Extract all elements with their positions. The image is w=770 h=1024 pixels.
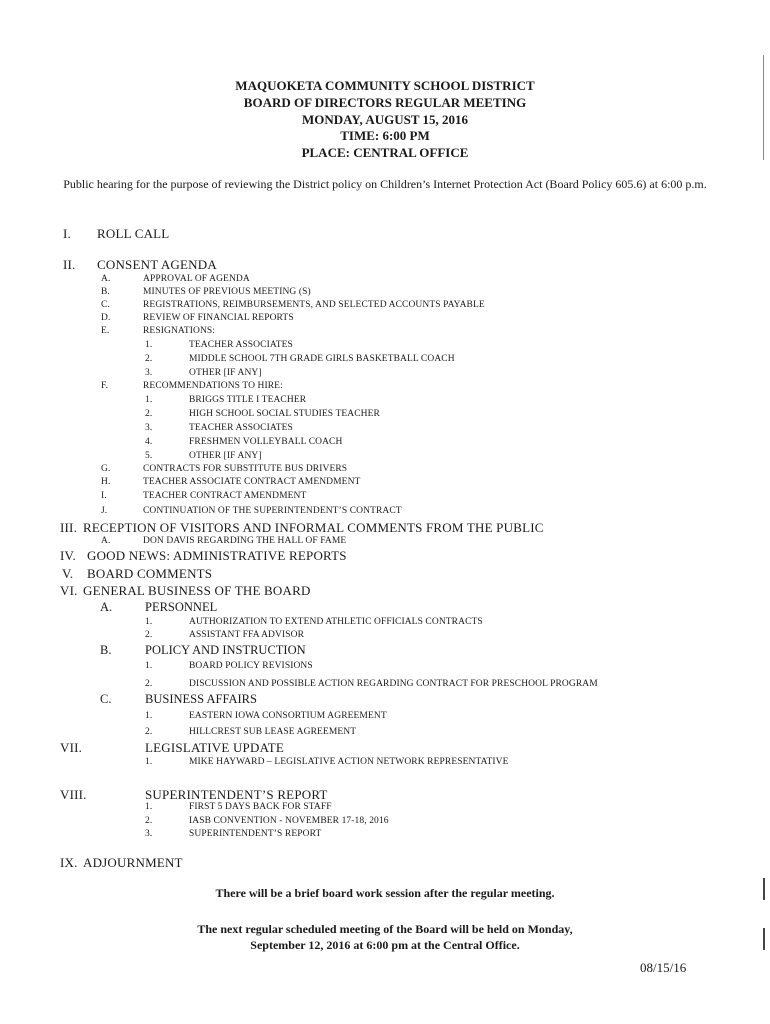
hire-item: TEACHER ASSOCIATES bbox=[189, 423, 293, 433]
reception-item: DON DAVIS REGARDING THE HALL OF FAME bbox=[143, 536, 347, 546]
subitem-number: 4. bbox=[145, 437, 153, 447]
meeting-time: TIME: 6:00 PM bbox=[340, 128, 430, 143]
section-number: V. bbox=[62, 566, 74, 581]
subitem-number: 2. bbox=[145, 354, 153, 364]
consent-item: CONTRACTS FOR SUBSTITUTE BUS DRIVERS bbox=[143, 464, 348, 474]
section-good-news: GOOD NEWS: ADMINISTRATIVE REPORTS bbox=[87, 548, 347, 563]
item-letter: F. bbox=[101, 381, 109, 391]
item-letter: H. bbox=[101, 477, 111, 487]
item-letter: G. bbox=[101, 464, 111, 474]
section-legislative-update: LEGISLATIVE UPDATE bbox=[145, 740, 285, 755]
section-general-business: GENERAL BUSINESS OF THE BOARD bbox=[83, 583, 311, 598]
section-number: III. bbox=[60, 520, 78, 535]
subitem-number: 1. bbox=[145, 802, 153, 812]
resignation-item: OTHER [IF ANY] bbox=[189, 368, 262, 378]
next-meeting-line-1: The next regular scheduled meeting of the Board will be held on Monday, bbox=[197, 922, 573, 936]
consent-item: APPROVAL OF AGENDA bbox=[143, 274, 250, 284]
work-session-note: There will be a brief board work session after the regular meeting. bbox=[215, 886, 555, 900]
superintendent-item: IASB CONVENTION - NOVEMBER 17-18, 2016 bbox=[189, 816, 389, 826]
section-number: VI. bbox=[60, 583, 78, 598]
subsection-letter: A. bbox=[100, 600, 113, 614]
subsection-business: BUSINESS AFFAIRS bbox=[145, 692, 257, 706]
subsection-personnel: PERSONNEL bbox=[145, 600, 218, 614]
consent-item: REGISTRATIONS, REIMBURSEMENTS, AND SELECTED ACCOUNTS PAYABLE bbox=[143, 300, 485, 310]
business-item: EASTERN IOWA CONSORTIUM AGREEMENT bbox=[189, 711, 387, 721]
document-date: 08/15/16 bbox=[640, 960, 687, 975]
hire-item: FRESHMEN VOLLEYBALL COACH bbox=[189, 437, 343, 447]
section-number: VII. bbox=[60, 740, 83, 755]
next-meeting-line-2: September 12, 2016 at 6:00 pm at the Central Office. bbox=[250, 938, 520, 952]
subitem-number: 2. bbox=[145, 679, 153, 689]
subitem-number: 2. bbox=[145, 816, 153, 826]
hire-item: OTHER [IF ANY] bbox=[189, 451, 262, 461]
consent-item: MINUTES OF PREVIOUS MEETING (S) bbox=[143, 287, 311, 297]
hire-item: BRIGGS TITLE I TEACHER bbox=[189, 395, 307, 405]
policy-item: BOARD POLICY REVISIONS bbox=[189, 661, 313, 671]
subsection-letter: B. bbox=[100, 643, 112, 657]
section-roll-call: ROLL CALL bbox=[97, 226, 170, 241]
item-letter: E. bbox=[101, 326, 110, 336]
subitem-number: 1. bbox=[145, 757, 153, 767]
subitem-number: 2. bbox=[145, 727, 153, 737]
meeting-date: MONDAY, AUGUST 15, 2016 bbox=[301, 112, 469, 127]
item-letter: I. bbox=[101, 491, 107, 501]
consent-item: RESIGNATIONS: bbox=[143, 326, 216, 336]
subitem-number: 1. bbox=[145, 711, 153, 721]
policy-item: DISCUSSION AND POSSIBLE ACTION REGARDING CONTRACT FOR PRESCHOOL PROGRAM bbox=[189, 679, 598, 689]
meeting-title: BOARD OF DIRECTORS REGULAR MEETING bbox=[243, 95, 527, 110]
consent-item: RECOMMENDATIONS TO HIRE: bbox=[143, 381, 283, 391]
consent-item: CONTINUATION OF THE SUPERINTENDENT’S CONTRACT bbox=[143, 506, 402, 516]
section-number: II. bbox=[63, 257, 76, 272]
item-letter: A. bbox=[101, 536, 111, 546]
section-board-comments: BOARD COMMENTS bbox=[87, 566, 213, 581]
scan-edge-mark bbox=[763, 55, 764, 160]
item-letter: J. bbox=[101, 506, 108, 516]
section-number: IX. bbox=[60, 855, 78, 870]
hire-item: HIGH SCHOOL SOCIAL STUDIES TEACHER bbox=[189, 409, 380, 419]
business-item: HILLCREST SUB LEASE AGREEMENT bbox=[189, 727, 357, 737]
item-letter: A. bbox=[101, 274, 111, 284]
superintendent-item: SUPERINTENDENT’S REPORT bbox=[189, 829, 322, 839]
scan-edge-mark bbox=[763, 928, 765, 950]
consent-item: TEACHER ASSOCIATE CONTRACT AMENDMENT bbox=[143, 477, 361, 487]
subitem-number: 1. bbox=[145, 617, 153, 627]
item-letter: C. bbox=[101, 300, 110, 310]
subitem-number: 3. bbox=[145, 829, 153, 839]
item-letter: B. bbox=[101, 287, 110, 297]
subitem-number: 2. bbox=[145, 409, 153, 419]
meeting-place: PLACE: CENTRAL OFFICE bbox=[301, 145, 469, 160]
scan-edge-mark bbox=[763, 878, 765, 900]
consent-item: TEACHER CONTRACT AMENDMENT bbox=[143, 491, 307, 501]
section-superintendent-report: SUPERINTENDENT’S REPORT bbox=[145, 787, 328, 802]
legislative-item: MIKE HAYWARD – LEGISLATIVE ACTION NETWORK REPRESENTATIVE bbox=[189, 757, 509, 767]
public-hearing-notice: Public hearing for the purpose of reviewing the District policy on Children’s Internet Protection Act (Board Policy 605.6) at 6:00 p.m. bbox=[63, 177, 707, 191]
subitem-number: 1. bbox=[145, 661, 153, 671]
item-letter: D. bbox=[101, 313, 111, 323]
section-reception: RECEPTION OF VISITORS AND INFORMAL COMMENTS FROM THE PUBLIC bbox=[83, 520, 544, 535]
consent-item: REVIEW OF FINANCIAL REPORTS bbox=[143, 313, 294, 323]
resignation-item: TEACHER ASSOCIATES bbox=[189, 340, 293, 350]
section-number: I. bbox=[63, 226, 71, 241]
superintendent-item: FIRST 5 DAYS BACK FOR STAFF bbox=[189, 802, 332, 812]
district-name: MAQUOKETA COMMUNITY SCHOOL DISTRICT bbox=[235, 78, 535, 93]
section-number: IV. bbox=[60, 548, 76, 563]
subitem-number: 3. bbox=[145, 423, 153, 433]
subsection-letter: C. bbox=[100, 692, 112, 706]
subitem-number: 1. bbox=[145, 340, 153, 350]
resignation-item: MIDDLE SCHOOL 7TH GRADE GIRLS BASKETBALL COACH bbox=[189, 354, 455, 364]
section-consent-agenda: CONSENT AGENDA bbox=[97, 257, 217, 272]
personnel-item: ASSISTANT FFA ADVISOR bbox=[189, 630, 305, 640]
subitem-number: 5. bbox=[145, 451, 153, 461]
subitem-number: 2. bbox=[145, 630, 153, 640]
section-number: VIII. bbox=[60, 787, 87, 802]
subitem-number: 3. bbox=[145, 368, 153, 378]
section-adjournment: ADJOURNMENT bbox=[83, 855, 183, 870]
personnel-item: AUTHORIZATION TO EXTEND ATHLETIC OFFICIALS CONTRACTS bbox=[189, 617, 483, 627]
subitem-number: 1. bbox=[145, 395, 153, 405]
subsection-policy: POLICY AND INSTRUCTION bbox=[145, 643, 306, 657]
